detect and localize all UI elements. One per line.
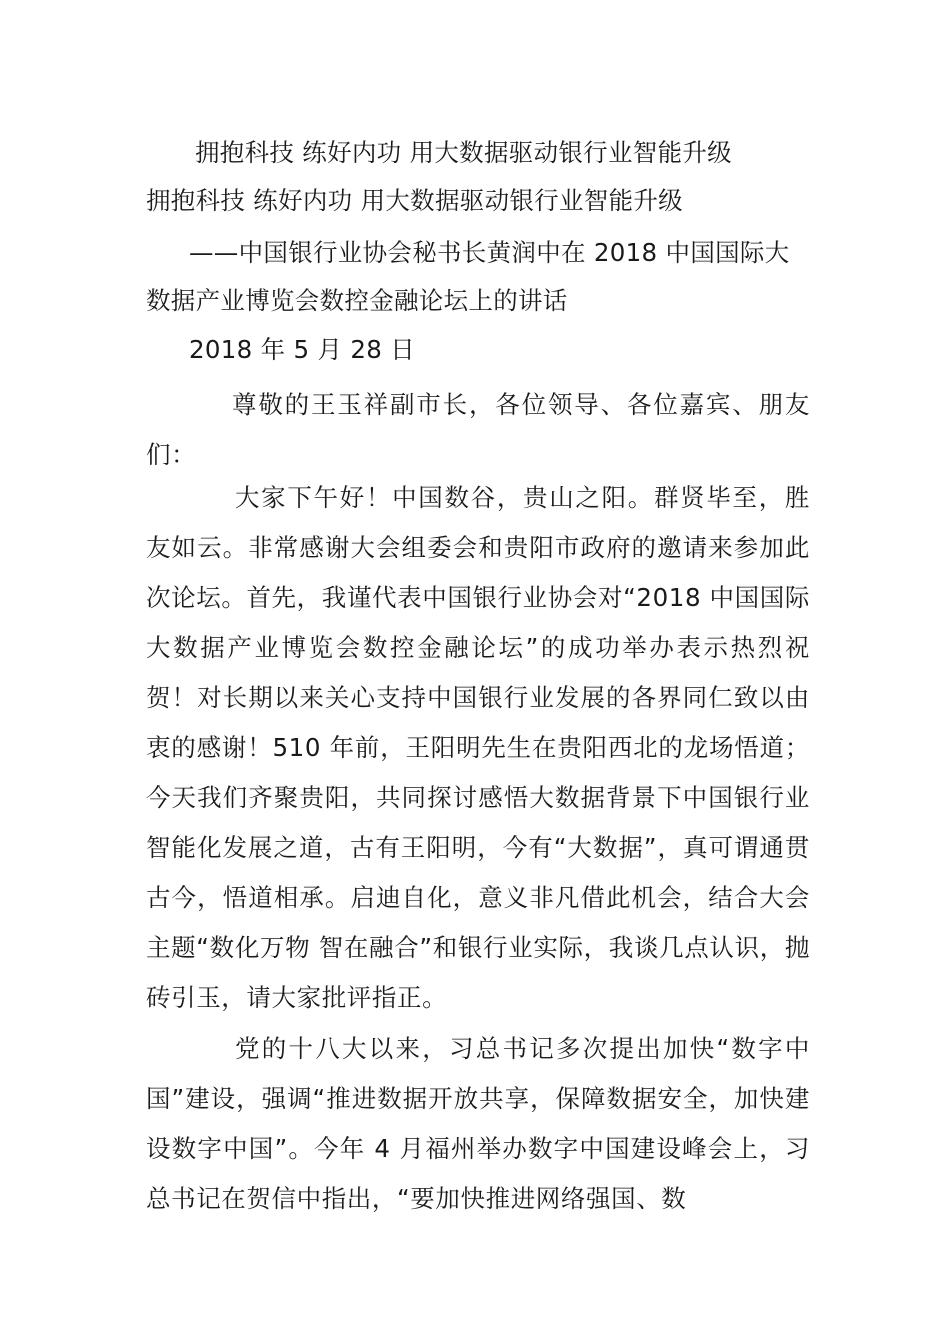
speech-date: 2018 年 5 月 28 日 bbox=[189, 335, 416, 364]
subtitle-line-1: ——中国银行业协会秘书长黄润中在 2018 中国国际大 bbox=[189, 238, 790, 267]
paragraph-1: 大家下午好！中国数谷，贵山之阳。群贤毕至，胜友如云。非常感谢大会组委会和贵阳市政府的邀请来参加此次论坛。首先，我谨代表中国银行业协会对“2018 中国国际大数据产业博览会数控金融论坛”的成功举办表示热烈祝贺！对长期以来关心支持中国银行业发展的各界同仁致以由衷的感谢！510 年前，王阳明先生在贵阳西北的龙场悟道；今天我们齐聚贵阳，共同探讨感悟大数据背景下中国银行业智能化发展之道，古有王阳明，今有“大数据”，真可谓通贯古今，悟道相承。启迪自化，意义非凡借此机会，结合大会主题“数化万物 智在融合”和银行业实际，我谈几点认识，抛砖引玉，请大家批评指正。 bbox=[146, 483, 810, 1012]
salutation: 尊敬的王玉祥副市长，各位领导、各位嘉宾、朋友们： bbox=[146, 390, 810, 469]
document-title-repeat: 拥抱科技 练好内功 用大数据驱动银行业智能升级 bbox=[146, 186, 683, 215]
document-title: 拥抱科技 练好内功 用大数据驱动银行业智能升级 bbox=[195, 138, 732, 167]
paragraph-2: 党的十八大以来，习总书记多次提出加快“数字中国”建设，强调“推进数据开放共享，保障数据安全，加快建设数字中国”。今年 4 月福州举办数字中国建设峰会上，习总书记在贺信中指出，“要加快推进网络强国、数 bbox=[146, 1034, 810, 1213]
subtitle-line-2: 数据产业博览会数控金融论坛上的讲话 bbox=[146, 286, 568, 315]
